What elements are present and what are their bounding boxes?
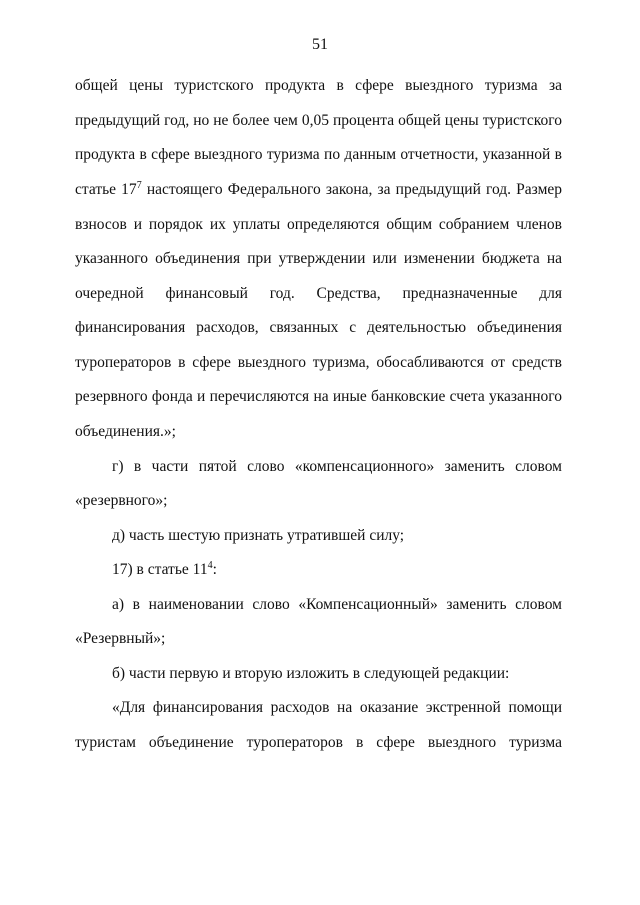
- text-line: резервного фонда и перечисляются на иные банковские счета указанного: [75, 388, 562, 405]
- text-line: б) части первую и вторую изложить в следующей редакции:: [112, 665, 510, 682]
- text-line: «Для финансирования расходов на оказание экстренной помощи: [112, 699, 562, 716]
- text-line: туроператоров в сфере выездного туризма, обосабливаются от средств: [75, 354, 562, 371]
- superscript: 4: [207, 560, 213, 571]
- text-line: объединения.»;: [75, 423, 176, 440]
- text-line: а) в наименовании слово «Компенсационный» заменить словом: [112, 596, 562, 613]
- text-fragment: :: [212, 561, 217, 578]
- text-line: взносов и порядок их уплаты определяются общим собранием членов: [75, 216, 562, 233]
- text-line: продукта в сфере выездного туризма по данным отчетности, указанной в: [75, 146, 562, 163]
- text-fragment: настоящего Федерального закона, за предыдущий год. Размер: [141, 181, 563, 198]
- text-line: «Резервный»;: [75, 630, 166, 647]
- text-line: д) часть шестую признать утратившей силу;: [112, 527, 405, 544]
- text-fragment: 17) в статье 11: [112, 561, 208, 578]
- text-line: финансирования расходов, связанных с деятельностью объединения: [75, 319, 562, 336]
- text-line: очередной финансовый год. Средства, предназначенные для: [75, 285, 562, 302]
- text-line: «резервного»;: [75, 492, 168, 509]
- superscript: 7: [136, 180, 142, 191]
- text-line: предыдущий год, но не более чем 0,05 процента общей цены туристского: [75, 112, 562, 129]
- text-line: туристам объединение туроператоров в сфере выездного туризма: [75, 734, 562, 751]
- text-line: г) в части пятой слово «компенсационного» заменить словом: [112, 458, 562, 475]
- text-line-with-superscript: [112, 560, 562, 580]
- text-line: указанного объединения при утверждении или изменении бюджета на: [75, 250, 562, 267]
- text-line: общей цены туристского продукта в сфере выездного туризма за: [75, 77, 562, 94]
- page-number: 51: [312, 36, 328, 53]
- text-fragment: статье 17: [75, 181, 137, 198]
- text-line-with-superscript: [75, 180, 562, 200]
